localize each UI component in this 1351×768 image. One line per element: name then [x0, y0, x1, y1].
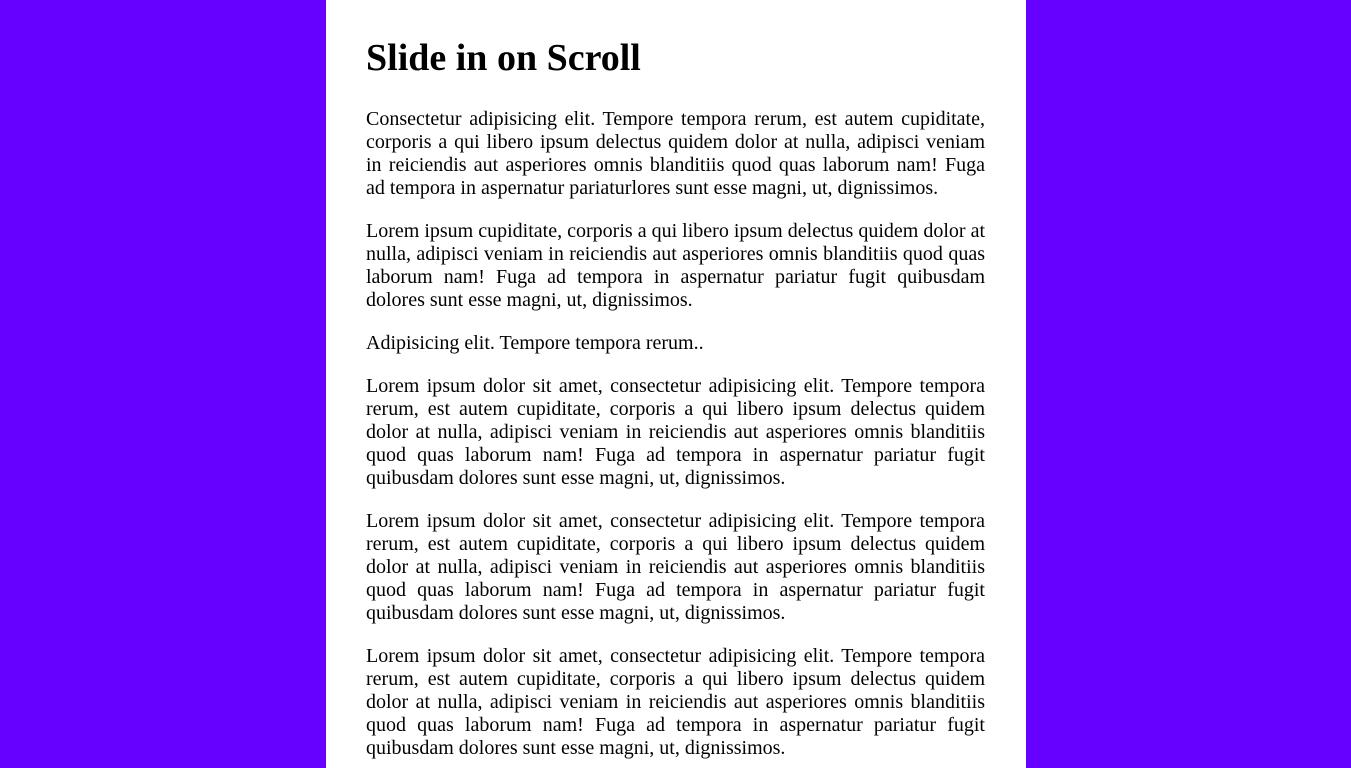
paragraph-5: Lorem ipsum dolor sit amet, consectetur adipisicing elit. Tempore tempora rerum, est autem cupiditate, corporis a qui libero ipsum delectus quidem dolor at nulla, adipisci veniam in reiciendis aut asperiores omnis blanditiis quod quas laborum nam! Fuga ad tempora in aspernatur pariatur fugit quibusdam dolores sunt esse magni, ut, dignissimos. — [366, 510, 985, 624]
paragraph-6: Lorem ipsum dolor sit amet, consectetur adipisicing elit. Tempore tempora rerum, est autem cupiditate, corporis a qui libero ipsum delectus quidem dolor at nulla, adipisci veniam in reiciendis aut asperiores omnis blanditiis quod quas laborum nam! Fuga ad tempora in aspernatur pariatur fugit quibusdam dolores sunt esse magni, ut, dignissimos. — [366, 645, 985, 759]
paragraph-3: Adipisicing elit. Tempore tempora rerum.. — [366, 332, 704, 354]
content-column — [326, 0, 1026, 768]
paragraph-1: Consectetur adipisicing elit. Tempore tempora rerum, est autem cupiditate, corporis a qui libero ipsum delectus quidem dolor at nulla, adipisci veniam in reiciendis aut asperiores omnis blanditiis quod quas laborum nam! Fuga ad tempora in aspernatur pariaturlores sunt esse magni, ut, dignissimos. — [366, 108, 985, 199]
paragraph-2: Lorem ipsum cupiditate, corporis a qui libero ipsum delectus quidem dolor at nulla, adipisci veniam in reiciendis aut asperiores omnis blanditiis quod quas laborum nam! Fuga ad tempora in aspernatur pariatur fugit quibusdam dolores sunt esse magni, ut, dignissimos. — [366, 220, 985, 311]
paragraph-4: Lorem ipsum dolor sit amet, consectetur adipisicing elit. Tempore tempora rerum, est autem cupiditate, corporis a qui libero ipsum delectus quidem dolor at nulla, adipisci veniam in reiciendis aut asperiores omnis blanditiis quod quas laborum nam! Fuga ad tempora in aspernatur pariatur fugit quibusdam dolores sunt esse magni, ut, dignissimos. — [366, 375, 985, 489]
page-title: Slide in on Scroll — [366, 37, 641, 79]
